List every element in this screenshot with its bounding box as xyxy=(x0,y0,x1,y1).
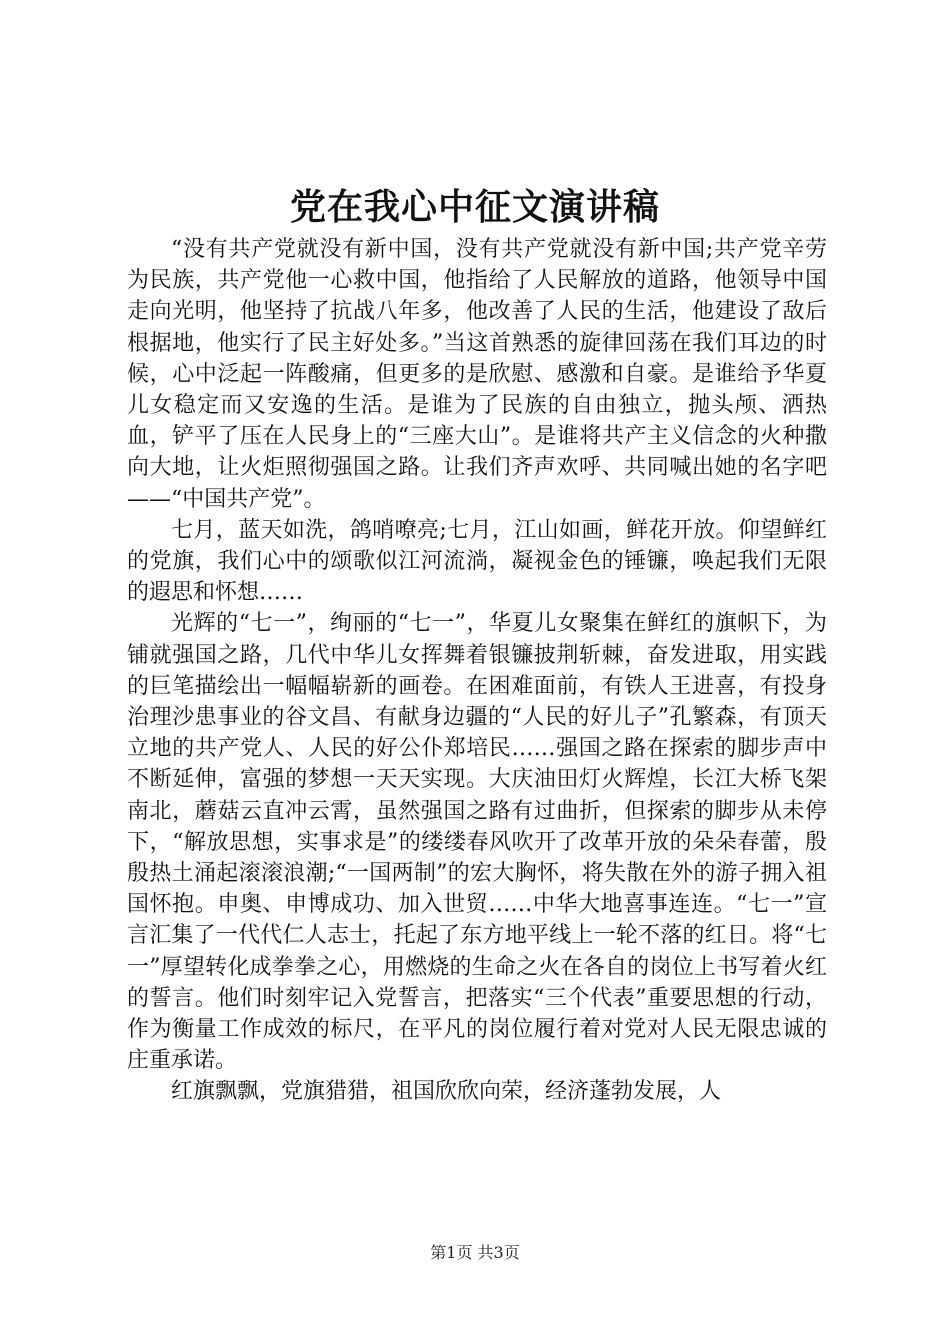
paragraph-3: 光辉的“七一”，绚丽的“七一”，华夏儿女聚集在鲜红的旗帜下，为铺就强国之路，几代中华儿女挥舞着银镰披荆斩棘，奋发进取，用实践的巨笔描绘出一幅幅崭新的画卷。在困难面前，有铁人王进喜，有投身治理沙患事业的谷文昌、有献身边疆的“人民的好儿子”孔繁森，有顶天立地的共产党人、人民的好公仆郑培民……强国之路在探索的脚步声中不断延伸，富强的梦想一天天实现。大庆油田灯火辉煌，长江大桥飞架南北，蘑菇云直冲云霄，虽然强国之路有过曲折，但探索的脚步从未停下，“解放思想，实事求是”的缕缕春风吹开了改革开放的朵朵春蕾，殷殷热土涌起滚滚浪潮;“一国两制”的宏大胸怀，将失散在外的游子拥入祖国怀抱。申奥、申博成功、加入世贸……中华大地喜事连连。“七一”宣言汇集了一代代仁人志士，托起了东方地平线上一轮不落的红日。将“七一”厚望转化成拳拳之心，用燃烧的生命之火在各自的岗位上书写着火红的誓言。他们时刻牢记入党誓言，把落实“三个代表”重要思想的行动，作为衡量工作成效的标尺，在平凡的岗位履行着对党对人民无限忠诚的庄重承诺。 xyxy=(127,611,827,1074)
paragraph-2: 七月，蓝天如洗，鸽哨嘹亮;七月，江山如画，鲜花开放。仰望鲜红的党旗，我们心中的颂歌似江河流淌，凝视金色的锤镰，唤起我们无限的遐思和怀想…… xyxy=(127,517,827,606)
paragraph-4: 红旗飘飘，党旗猎猎，祖国欣欣向荣，经济蓬勃发展，人 xyxy=(171,1079,722,1105)
document-body xyxy=(127,234,827,1108)
paragraph-1: “没有共产党就没有新中国，没有共产党就没有新中国;共产党辛劳为民族，共产党他一心救中国，他指给了人民解放的道路，他领导中国走向光明，他坚持了抗战八年多，他改善了人民的生活，他建设了敌后根据地，他实行了民主好处多。”当这首熟悉的旋律回荡在我们耳边的时候，心中泛起一阵酸痛，但更多的是欣慰、感激和自豪。是谁给予华夏儿女稳定而又安逸的生活。是谁为了民族的自由独立，抛头颅、洒热血，铲平了压在人民身上的“三座大山”。是谁将共产主义信念的火种撒向大地，让火炬照彻强国之路。让我们齐声欢呼、共同喊出她的名字吧——“中国共产党”。 xyxy=(127,237,827,512)
page-footer: 第1页 共3页 xyxy=(430,1243,520,1262)
document-title: 党在我心中征文演讲稿 xyxy=(289,187,660,228)
